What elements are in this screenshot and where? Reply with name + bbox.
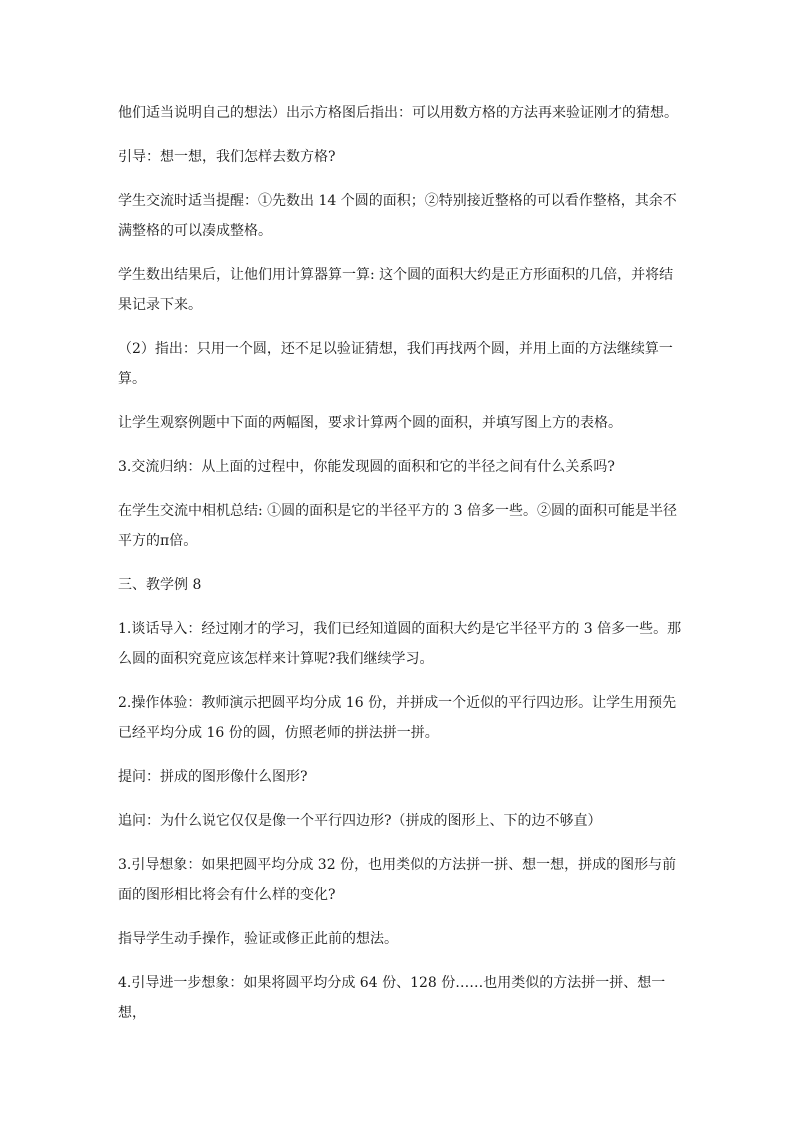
paragraph: 提问：拼成的图形像什么图形? <box>118 769 308 785</box>
document-body <box>118 98 684 1042</box>
paragraph: 追问：为什么说它仅仅是像一个平行四边形?（拼成的图形上、下的边不够直） <box>118 813 602 829</box>
paragraph: 3.引导想象：如果把圆平均分成 32 份，也用类似的方法拼一拼、想一想，拼成的图形与前面的图形相比将会有什么样的变化? <box>118 857 677 903</box>
section-heading: 三、教学例 8 <box>118 577 202 593</box>
paragraph: （2）指出：只用一个圆，还不足以验证猜想，我们再找两个圆，并用上面的方法继续算一算。 <box>118 341 673 387</box>
paragraph: 在学生交流中相机总结: ①圆的面积是它的半径平方的 3 倍多一些。②圆的面积可能是半径平方的π倍。 <box>118 503 677 549</box>
paragraph: 1.谈话导入：经过刚才的学习，我们已经知道圆的面积大约是它半径平方的 3 倍多一些。那么圆的面积究竟应该怎样来计算呢?我们继续学习。 <box>118 621 682 667</box>
paragraph: 3.交流归纳：从上面的过程中，你能发现圆的面积和它的半径之间有什么关系吗? <box>118 459 615 475</box>
paragraph: 指导学生动手操作，验证或修正此前的想法。 <box>118 931 398 947</box>
paragraph: 学生数出结果后，让他们用计算器算一算: 这个圆的面积大约是正方形面积的几倍，并将结果记录下来。 <box>118 267 674 313</box>
paragraph: 让学生观察例题中下面的两幅图，要求计算两个圆的面积，并填写图上方的表格。 <box>118 415 622 431</box>
paragraph: 4.引导进一步想象：如果将圆平均分成 64 份、128 份……也用类似的方法拼一拼、想一想， <box>118 975 666 1021</box>
paragraph: 引导：想一想，我们怎样去数方格? <box>118 149 336 165</box>
paragraph: 他们适当说明自己的想法）出示方格图后指出：可以用数方格的方法再来验证刚才的猜想。 <box>118 105 678 121</box>
paragraph: 2.操作体验：教师演示把圆平均分成 16 份，并拼成一个近似的平行四边形。让学生用预先已经平均分成 16 份的圆，仿照老师的拼法拼一拼。 <box>118 695 677 741</box>
paragraph: 学生交流时适当提醒：①先数出 14 个圆的面积；②特别接近整格的可以看作整格，其余不满整格的可以凑成整格。 <box>118 193 677 239</box>
